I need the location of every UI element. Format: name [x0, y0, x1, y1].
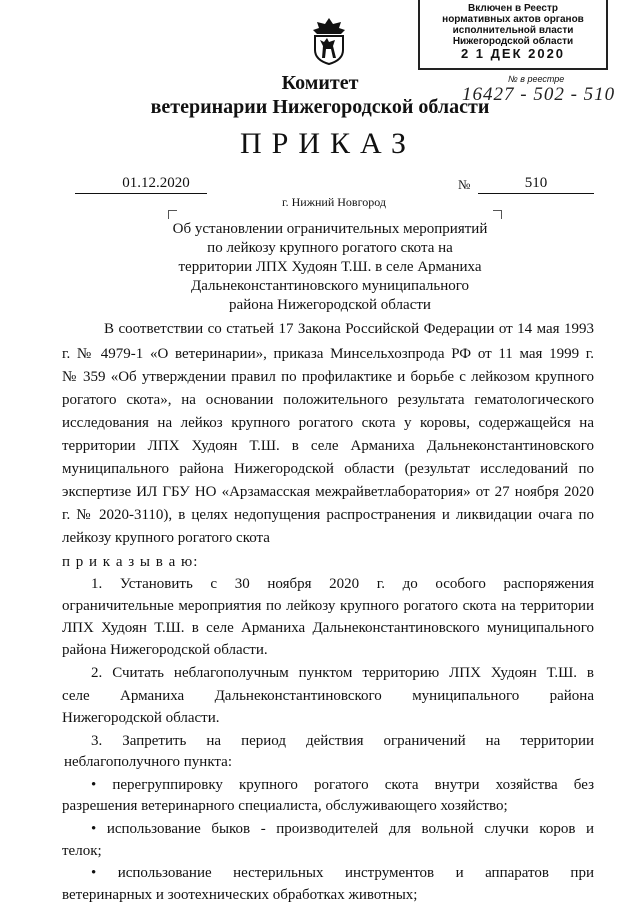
bullet-line: • использование быков - производителей для вольной случки коров и — [91, 821, 594, 837]
corner-mark-right — [493, 210, 502, 219]
preamble-line: лейкозу крупного рогатого скота — [62, 530, 270, 546]
document-number: 510 — [478, 175, 594, 194]
stamp-line: нормативных актов органов — [442, 14, 584, 25]
preamble-line: территории ЛПХ Худоян Т.Ш. в селе Арманиха Дальнеконстантиновского — [62, 438, 594, 454]
stamp-line: Включен в Реестр — [468, 3, 558, 14]
bullet-line: • перегруппировку крупного рогатого скота внутри хозяйства без — [91, 777, 594, 793]
item3-line: 3. Запретить на период действия ограничений на территории — [91, 733, 594, 749]
city: г. Нижний Новгород — [282, 195, 386, 209]
subject-line: территории ЛПХ Худоян Т.Ш. в селе Арманиха — [178, 259, 482, 275]
stamp-registry-number: 16427 - 502 - 510 — [462, 84, 616, 105]
corner-mark-left — [168, 210, 177, 219]
number-sign: № — [458, 177, 471, 192]
preamble-line: г. № 2020-3110), в целях недопущения распространения и ликвидации очага по — [62, 507, 594, 523]
bullet-line: ветеринарных и зоотехнических обработках животных; — [62, 887, 418, 903]
prikazyvayu-word: п р и к а з ы в а ю: — [62, 554, 199, 570]
item1-line: ЛПХ Худоян Т.Ш. в селе Арманиха Дальнеконстантиновского муниципального — [62, 620, 594, 636]
item3-line: неблагополучного пункта: — [64, 754, 232, 770]
bullet-line: • использование нестерильных инструментов и аппаратов при — [91, 865, 594, 881]
registry-stamp — [418, 0, 608, 70]
preamble-line: исследования на лейкоз крупного рогатого скота у коровы, содержащейся на — [62, 415, 594, 431]
preamble-line: № 359 «Об утверждении правил по профилактике и борьбе с лейкозом крупного — [62, 369, 594, 385]
stamp-date: 2 1 ДЕК 2020 — [460, 46, 566, 61]
item1-line: 1. Установить с 30 ноября 2020 г. до особого распоряжения — [91, 576, 594, 592]
preamble-line: рогатого скота», на основании положительного результата гематологического — [62, 392, 594, 408]
preamble-line: В соответствии со статьей 17 Закона Российской Федерации от 14 мая 1993 — [104, 321, 594, 337]
document-subject — [160, 220, 500, 315]
coat-of-arms-emblem — [305, 14, 353, 66]
stamp-registry-label: № в реестре — [508, 74, 565, 84]
subject-line: района Нижегородской области — [229, 297, 431, 313]
committee-name-line2: ветеринарии Нижегородской области — [150, 96, 490, 118]
preamble-line: г. № 4979-1 «О ветеринарии», приказа Минсельхозпрода РФ от 11 мая 1999 г. — [62, 346, 594, 362]
preamble-line: муниципального района Нижегородской области (результат исследований по — [62, 461, 594, 477]
document-title: ПРИКАЗ — [240, 127, 416, 160]
preamble-line: экспертизе ИЛ ГБУ НО «Арзамасская межрайветлаборатория» от 27 ноября 2020 — [62, 484, 594, 500]
stamp-line: Нижегородской области — [452, 36, 574, 47]
subject-line: по лейкозу крупного рогатого скота на — [207, 240, 453, 256]
stamp-line: исполнительной власти — [452, 25, 574, 36]
item2-line: селе Арманиха Дальнеконстантиновского муниципального района — [62, 688, 594, 704]
item1-line: ограничительные мероприятия по лейкозу крупного рогатого скота на территории — [62, 598, 594, 614]
subject-line: Дальнеконстантиновского муниципального — [190, 278, 470, 294]
item2-line: 2. Считать неблагополучным пунктом территорию ЛПХ Худоян Т.Ш. в — [91, 665, 594, 681]
document-date: 01.12.2020 — [75, 175, 207, 194]
bullet-line: телок; — [62, 843, 102, 859]
bullet-line: разрешения ветеринарного специалиста, обслуживающего хозяйство; — [62, 798, 508, 814]
committee-name-line1: Комитет — [281, 72, 359, 94]
item2-line: Нижегородской области. — [62, 710, 220, 726]
subject-line: Об установлении ограничительных мероприятий — [172, 221, 488, 237]
item1-line: района Нижегородской области. — [62, 642, 268, 658]
